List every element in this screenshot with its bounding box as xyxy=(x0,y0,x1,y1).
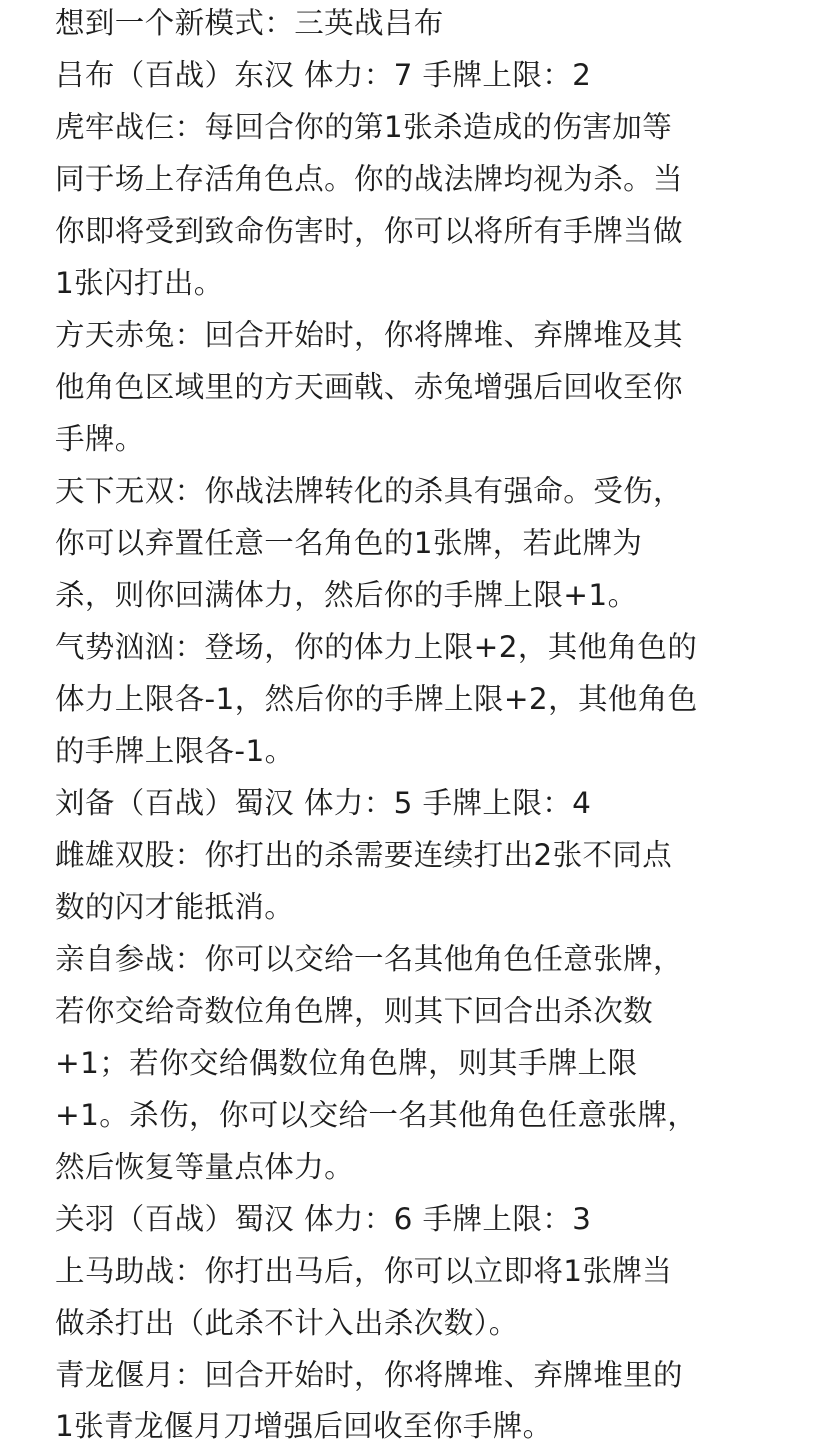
skill-line: 亲自参战：你可以交给一名其他角色任意张牌， xyxy=(55,942,683,976)
hero-header-guanyu: 关羽（百战）蜀汉 体力：6 手牌上限：3 xyxy=(55,1202,592,1236)
skill-line: 杀，则你回满体力，然后你的手牌上限+1。 xyxy=(55,578,638,612)
skill-line: 方天赤兔：回合开始时，你将牌堆、弃牌堆及其 xyxy=(55,318,683,352)
skill-line: 气势汹汹：登场，你的体力上限+2，其他角色的 xyxy=(55,630,698,664)
skill-line: 手牌。 xyxy=(55,422,145,456)
note-title: 想到一个新模式：三英战吕布 xyxy=(55,6,444,40)
skill-line: 数的闪才能抵消。 xyxy=(55,890,295,924)
skill-line: 的手牌上限各-1。 xyxy=(55,734,295,768)
skill-line: +1；若你交给偶数位角色牌，则其手牌上限 xyxy=(55,1046,638,1080)
skill-line: 你可以弃置任意一名角色的1张牌，若此牌为 xyxy=(55,526,643,560)
skill-line: 然后恢复等量点体力。 xyxy=(55,1150,355,1184)
skill-line: 他角色区域里的方天画戟、赤兔增强后回收至你 xyxy=(55,370,683,404)
skill-line: 做杀打出（此杀不计入出杀次数）。 xyxy=(55,1306,519,1340)
skill-line: 1张闪打出。 xyxy=(55,266,224,300)
skill-line: 若你交给奇数位角色牌，则其下回合出杀次数 xyxy=(55,994,654,1028)
skill-line: 雌雄双股：你打出的杀需要连续打出2张不同点 xyxy=(55,838,673,872)
skill-line: 你即将受到致命伤害时，你可以将所有手牌当做 xyxy=(55,214,683,248)
hero-header-lubu: 吕布（百战）东汉 体力：7 手牌上限：2 xyxy=(55,58,592,92)
hero-header-liubei: 刘备（百战）蜀汉 体力：5 手牌上限：4 xyxy=(55,786,592,820)
skill-line: 上马助战：你打出马后，你可以立即将1张牌当 xyxy=(55,1254,673,1288)
skill-line: 青龙偃月：回合开始时，你将牌堆、弃牌堆里的 xyxy=(55,1358,683,1392)
skill-line: 虎牢战仨：每回合你的第1张杀造成的伤害加等 xyxy=(55,110,673,144)
skill-line: 同于场上存活角色点。你的战法牌均视为杀。当 xyxy=(55,162,683,196)
skill-line: 1张青龙偃月刀增强后回收至你手牌。 xyxy=(55,1409,553,1443)
skill-line: 体力上限各-1，然后你的手牌上限+2，其他角色 xyxy=(55,682,698,716)
skill-line: +1。杀伤，你可以交给一名其他角色任意张牌， xyxy=(55,1098,698,1132)
skill-line: 天下无双：你战法牌转化的杀具有强命。受伤， xyxy=(55,474,683,508)
